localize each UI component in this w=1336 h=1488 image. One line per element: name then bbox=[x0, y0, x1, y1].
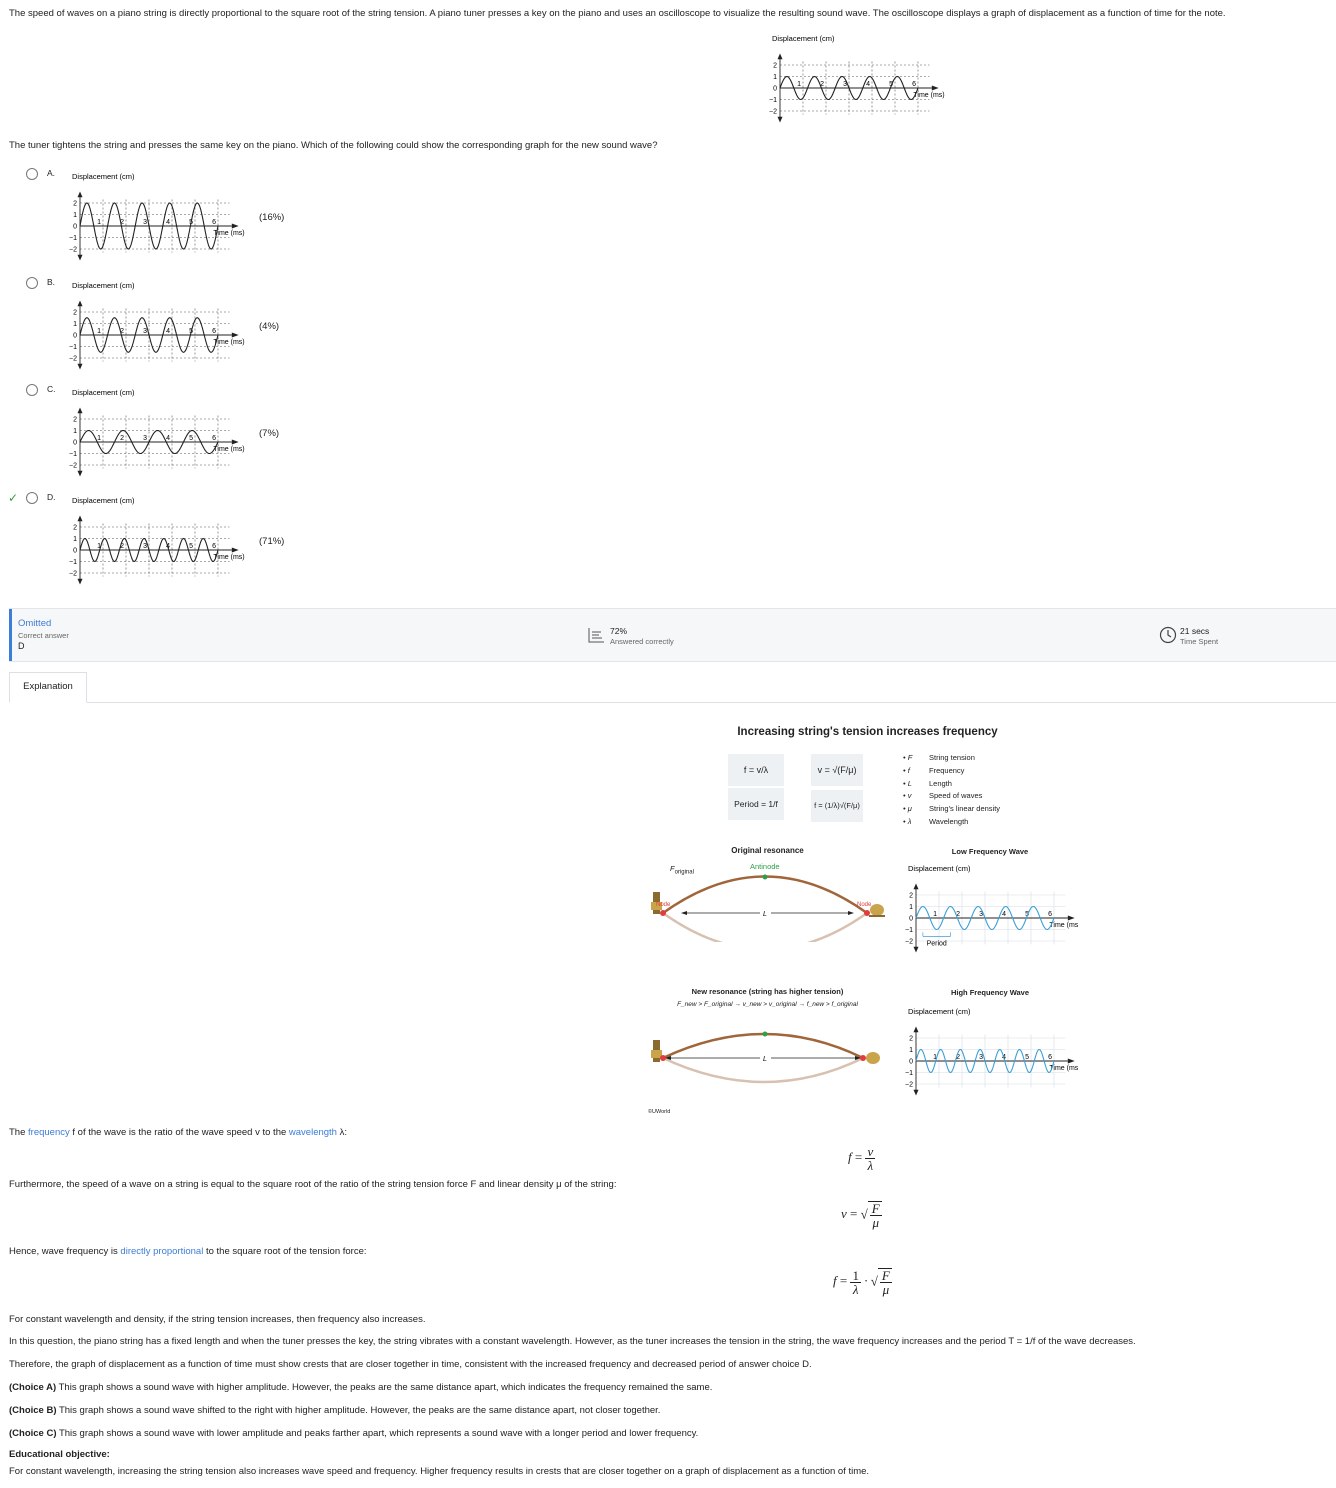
formula-v-eq: v = √ $\frac{F}{\mu}$ bbox=[841, 1201, 880, 1230]
new-length-label: L bbox=[763, 1056, 767, 1063]
new-string-diagram bbox=[645, 1018, 890, 1090]
explanation-tabbar bbox=[9, 672, 1336, 703]
x-tick-label: 3 bbox=[143, 219, 147, 226]
x-axis-title: Time (ms) bbox=[1049, 922, 1078, 929]
y-axis-arrow-down bbox=[78, 255, 83, 261]
f-original-sub: original bbox=[674, 869, 694, 876]
x-tick-label: 2 bbox=[820, 81, 824, 88]
y-tick-label: −2 bbox=[69, 570, 77, 578]
y-axis-title: Displacement (cm) bbox=[72, 281, 135, 290]
legend-desc: Length bbox=[929, 778, 952, 788]
original-resonance-title: Original resonance bbox=[731, 846, 804, 855]
correct-check-icon: ✓ bbox=[8, 491, 19, 505]
choice-c-radio[interactable] bbox=[26, 384, 38, 396]
x-tick-label: 5 bbox=[189, 435, 193, 442]
y-axis-arrow-down bbox=[78, 364, 83, 370]
choice-d-letter: D. bbox=[47, 492, 56, 502]
x-tick-label: 1 bbox=[97, 543, 101, 550]
x-tick-label: 3 bbox=[979, 1054, 983, 1061]
choice-c-letter: C. bbox=[47, 384, 56, 394]
y-axis-arrow-up bbox=[78, 192, 83, 198]
x-axis-arrow bbox=[232, 440, 239, 445]
y-tick-label: 2 bbox=[773, 62, 777, 70]
percent-correct-label: Answered correctly bbox=[610, 637, 674, 646]
y-axis-arrow-up bbox=[914, 884, 919, 890]
question-prompt: The tuner tightens the string and presses the same key on the piano. Which of the following could show the corresponding graph for the new sound wave? bbox=[9, 140, 658, 151]
y-tick-label: 1 bbox=[73, 536, 77, 543]
y-tick-label: −2 bbox=[69, 246, 77, 254]
y-axis-arrow-up bbox=[78, 301, 83, 307]
new-resonance-title: New resonance (string has higher tension) bbox=[691, 987, 844, 996]
legend-item bbox=[903, 778, 1000, 791]
explanation-choice-b: (Choice B) This graph shows a sound wave shifted to the right with higher amplitude. However, the peaks are the same distance apart, not closer together. bbox=[9, 1405, 661, 1416]
original-string-diagram bbox=[645, 870, 890, 942]
formula-f: f = v/λ bbox=[743, 765, 769, 775]
formula-card-f bbox=[728, 754, 784, 786]
formula-f-combined-eq: f = $\frac{1}{\lambda}$ · √ $\frac{F}{\mu}$ bbox=[833, 1267, 890, 1297]
x-tick-label: 1 bbox=[933, 911, 937, 918]
y-tick-label: 0 bbox=[73, 439, 77, 447]
y-axis-arrow-up bbox=[914, 1027, 919, 1033]
objective-label: Educational objective: bbox=[9, 1449, 110, 1460]
correct-answer-label: Correct answer bbox=[18, 631, 69, 640]
formula-v: v = √(F/μ) bbox=[817, 765, 857, 775]
y-tick-label: 0 bbox=[73, 332, 77, 340]
stem-displacement-graph bbox=[762, 32, 972, 128]
x-tick-label: 5 bbox=[189, 328, 193, 335]
formula-combined: f = (1/λ)√(F/μ) bbox=[814, 801, 860, 810]
formula-card-combined bbox=[811, 790, 863, 822]
y-tick-label: −2 bbox=[69, 462, 77, 470]
x-tick-label: 6 bbox=[212, 328, 216, 335]
x-tick-label: 3 bbox=[143, 435, 147, 442]
legend-desc: Wavelength bbox=[929, 816, 969, 826]
legend-item bbox=[903, 752, 1000, 765]
legend-item bbox=[903, 790, 1000, 803]
x-tick-label: 5 bbox=[1025, 911, 1029, 918]
choice-b-graph bbox=[62, 279, 257, 375]
y-tick-label: 2 bbox=[73, 200, 77, 208]
y-axis-arrow-down bbox=[778, 117, 783, 123]
choice-a-letter: A. bbox=[47, 168, 56, 178]
y-axis-title: Displacement (cm) bbox=[72, 388, 135, 397]
legend-symbol: • f bbox=[903, 765, 910, 775]
y-tick-label: −1 bbox=[905, 1070, 913, 1077]
x-tick-label: 5 bbox=[189, 543, 193, 550]
legend-item bbox=[903, 803, 1000, 816]
x-tick-label: 5 bbox=[889, 81, 893, 88]
x-tick-label: 2 bbox=[120, 219, 124, 226]
x-tick-label: 1 bbox=[97, 219, 101, 226]
x-tick-label: 4 bbox=[166, 219, 170, 226]
y-tick-label: 1 bbox=[909, 1047, 913, 1054]
choice-b[interactable] bbox=[0, 277, 400, 382]
y-tick-label: 0 bbox=[73, 547, 77, 555]
x-axis-title: Time (ms) bbox=[1049, 1065, 1078, 1072]
explanation-p3: Hence, wave frequency is directly proportional to the square root of the tension force: bbox=[9, 1246, 367, 1257]
explanation-p4: For constant wavelength and density, if the string tension increases, then frequency also increases. bbox=[9, 1314, 426, 1325]
copyright: ©UWorld bbox=[648, 1109, 671, 1115]
wavelength-link[interactable]: wavelength bbox=[288, 1127, 337, 1138]
y-tick-label: −1 bbox=[69, 451, 77, 458]
x-tick-label: 6 bbox=[212, 543, 216, 550]
choice-a[interactable] bbox=[0, 168, 400, 273]
y-axis-title: Displacement (cm) bbox=[72, 496, 135, 505]
directly-proportional-link[interactable]: directly proportional bbox=[120, 1246, 204, 1257]
y-axis-title: Displacement (cm) bbox=[72, 172, 135, 181]
y-axis-arrow-down bbox=[78, 579, 83, 585]
explanation-p1: The frequency f of the wave is the ratio of the wave speed v to the wavelength λ: bbox=[9, 1127, 347, 1138]
x-tick-label: 1 bbox=[933, 1054, 937, 1061]
choice-c-graph bbox=[62, 386, 257, 482]
percent-correct: 72% bbox=[610, 626, 628, 636]
x-tick-label: 6 bbox=[1048, 1054, 1052, 1061]
y-tick-label: 1 bbox=[909, 904, 913, 911]
legend-symbol: • v bbox=[903, 791, 912, 801]
y-tick-label: −2 bbox=[769, 108, 777, 116]
legend-symbol: • λ bbox=[903, 816, 912, 826]
node-right-label: Node bbox=[857, 902, 872, 908]
question-stem: The speed of waves on a piano string is directly proportional to the square root of the string tension. A piano tuner presses a key on the piano and uses an oscilloscope to visualize the resulting sound wave. The oscilloscope displays a graph of displacement as a function of time for the note. bbox=[9, 8, 1226, 19]
choice-b-radio[interactable] bbox=[26, 277, 38, 289]
legend-symbol: • L bbox=[903, 778, 912, 788]
choice-d-radio[interactable] bbox=[26, 492, 38, 504]
formula-card-period bbox=[728, 788, 784, 820]
x-tick-label: 1 bbox=[97, 435, 101, 442]
y-tick-label: −1 bbox=[769, 97, 777, 104]
x-tick-label: 4 bbox=[166, 543, 170, 550]
time-spent-label: Time Spent bbox=[1180, 637, 1219, 646]
new-relation: F_new > F_original → v_new > v_original → f_new > f_original bbox=[677, 1001, 858, 1008]
node-left-label: Node bbox=[656, 902, 671, 908]
explanation-p2: Furthermore, the speed of a wave on a string is equal to the square root of the ratio of the string tension force F and linear density μ of the string: bbox=[9, 1179, 617, 1190]
y-tick-label: 0 bbox=[73, 223, 77, 231]
correct-answer-value: D bbox=[18, 641, 25, 651]
explanation-figure bbox=[640, 720, 1080, 1120]
choice-c[interactable] bbox=[0, 384, 400, 489]
x-tick-label: 2 bbox=[120, 543, 124, 550]
y-tick-label: −1 bbox=[69, 559, 77, 566]
x-tick-label: 6 bbox=[912, 81, 916, 88]
f-original-symbol: F bbox=[670, 864, 675, 873]
y-tick-label: 2 bbox=[909, 1035, 913, 1043]
formula-card-v bbox=[811, 754, 863, 786]
y-tick-label: 0 bbox=[909, 1058, 913, 1066]
y-axis-arrow-down bbox=[914, 1090, 919, 1096]
x-tick-label: 2 bbox=[120, 435, 124, 442]
legend-symbol: • μ bbox=[903, 804, 912, 814]
y-tick-label: 2 bbox=[73, 309, 77, 317]
y-axis-arrow-up bbox=[78, 516, 83, 522]
choice-c-percent: (7%) bbox=[259, 428, 280, 439]
status-accent bbox=[9, 609, 12, 661]
choice-b-percent: (4%) bbox=[259, 321, 280, 332]
y-tick-label: −2 bbox=[905, 938, 913, 946]
x-tick-label: 3 bbox=[143, 328, 147, 335]
explanation-choice-c: (Choice C) This graph shows a sound wave with lower amplitude and peaks farther apart, which represents a sound wave with a longer period and lower frequency. bbox=[9, 1428, 699, 1439]
x-tick-label: 4 bbox=[1002, 911, 1006, 918]
figure-title: Increasing string's tension increases frequency bbox=[737, 726, 998, 738]
choice-a-graph bbox=[62, 170, 257, 266]
x-tick-label: 2 bbox=[956, 1054, 960, 1061]
y-tick-label: 1 bbox=[773, 74, 777, 81]
legend-item bbox=[903, 765, 1000, 778]
explanation-choice-a: (Choice A) This graph shows a sound wave with higher amplitude. However, the peaks are the same distance apart, which indicates the frequency remained the same. bbox=[9, 1382, 713, 1393]
x-tick-label: 6 bbox=[212, 219, 216, 226]
y-tick-label: −1 bbox=[905, 927, 913, 934]
status-state: Omitted bbox=[18, 618, 52, 629]
x-tick-label: 1 bbox=[797, 81, 801, 88]
choice-a-percent: (16%) bbox=[259, 212, 285, 223]
x-axis-title: Time (ms) bbox=[213, 230, 245, 237]
legend-desc: Frequency bbox=[929, 765, 965, 775]
y-tick-label: 0 bbox=[773, 85, 777, 93]
x-tick-label: 1 bbox=[97, 328, 101, 335]
y-axis-title: Displacement (cm) bbox=[772, 34, 835, 43]
period-label: Period bbox=[926, 940, 947, 948]
x-tick-label: 3 bbox=[143, 543, 147, 550]
y-tick-label: −2 bbox=[69, 355, 77, 363]
high-frequency-title: High Frequency Wave bbox=[950, 988, 1030, 997]
y-tick-label: −2 bbox=[905, 1081, 913, 1089]
x-axis-arrow bbox=[1068, 916, 1075, 921]
x-axis-title: Time (ms) bbox=[213, 446, 245, 453]
y-tick-label: 0 bbox=[909, 915, 913, 923]
legend-symbol: • F bbox=[903, 753, 913, 762]
low-frequency-title: Low Frequency Wave bbox=[951, 847, 1029, 856]
explanation-p5: In this question, the piano string has a fixed length and when the tuner presses the key, the string vibrates with a constant wavelength. However, as the tuner increases the tension in the string, the wave frequency increases and the period T = 1/f of the wave decreases. bbox=[9, 1336, 1136, 1347]
original-length-label: L bbox=[763, 911, 767, 918]
symbol-legend bbox=[903, 752, 1000, 829]
stats-bar-icon bbox=[587, 627, 605, 646]
choice-b-letter: B. bbox=[47, 277, 56, 287]
x-axis-arrow bbox=[232, 548, 239, 553]
formula-f-eq: f = $\frac{v}{\lambda}$ bbox=[848, 1144, 874, 1173]
objective-text: For constant wavelength, increasing the string tension also increases wave speed and frequency. Higher frequency results in crests that are closer together on a graph of displacement as a function of time. bbox=[9, 1466, 870, 1477]
x-axis-arrow bbox=[232, 224, 239, 229]
explanation-p6: Therefore, the graph of displacement as a function of time must show crests that are closer together in time, consistent with the increased frequency and decreased period of answer choice D. bbox=[9, 1359, 812, 1370]
clock-icon bbox=[1159, 626, 1177, 647]
formula-period: Period = 1/f bbox=[734, 799, 778, 809]
y-tick-label: −1 bbox=[69, 344, 77, 351]
x-axis-arrow bbox=[1068, 1059, 1075, 1064]
x-axis-arrow bbox=[232, 333, 239, 338]
x-tick-label: 5 bbox=[1025, 1054, 1029, 1061]
legend-desc: Speed of waves bbox=[929, 791, 983, 801]
x-axis-title: Time (ms) bbox=[213, 554, 245, 561]
frequency-link[interactable]: frequency bbox=[28, 1127, 70, 1138]
y-tick-label: 2 bbox=[73, 416, 77, 424]
y-axis-title: Displacement (cm) bbox=[908, 864, 971, 873]
y-axis-arrow-down bbox=[914, 947, 919, 953]
x-axis-title: Time (ms) bbox=[213, 339, 245, 346]
x-tick-label: 4 bbox=[166, 435, 170, 442]
x-tick-label: 3 bbox=[979, 911, 983, 918]
x-tick-label: 4 bbox=[1002, 1054, 1006, 1061]
antinode-label: Antinode bbox=[750, 862, 780, 871]
y-tick-label: −1 bbox=[69, 235, 77, 242]
stem-graph bbox=[762, 32, 972, 131]
legend-desc: String tension bbox=[929, 753, 975, 762]
y-tick-label: 1 bbox=[73, 428, 77, 435]
x-tick-label: 3 bbox=[843, 81, 847, 88]
y-tick-label: 2 bbox=[73, 524, 77, 532]
y-axis-arrow-up bbox=[778, 54, 783, 60]
choice-d[interactable] bbox=[0, 492, 400, 597]
legend-desc: String's linear density bbox=[929, 804, 1001, 814]
tab-explanation[interactable]: Explanation bbox=[9, 672, 87, 703]
y-axis-arrow-down bbox=[78, 471, 83, 477]
choice-d-percent: (71%) bbox=[259, 536, 285, 547]
x-tick-label: 2 bbox=[956, 911, 960, 918]
x-axis-title: Time (ms) bbox=[913, 92, 945, 99]
time-spent-value: 21 secs bbox=[1180, 626, 1210, 636]
y-tick-label: 1 bbox=[73, 212, 77, 219]
y-tick-label: 1 bbox=[73, 321, 77, 328]
x-axis-arrow bbox=[932, 86, 939, 91]
low-frequency-graph bbox=[898, 862, 1078, 958]
x-tick-label: 5 bbox=[189, 219, 193, 226]
y-axis-arrow-up bbox=[78, 408, 83, 414]
x-tick-label: 4 bbox=[166, 328, 170, 335]
x-tick-label: 2 bbox=[120, 328, 124, 335]
y-tick-label: 2 bbox=[909, 892, 913, 900]
x-tick-label: 6 bbox=[1048, 911, 1052, 918]
legend-item bbox=[903, 816, 1000, 829]
choice-d-graph bbox=[62, 494, 257, 590]
answer-status-bar bbox=[9, 608, 1336, 662]
x-tick-label: 6 bbox=[212, 435, 216, 442]
high-frequency-graph bbox=[898, 1005, 1078, 1101]
choice-a-radio[interactable] bbox=[26, 168, 38, 180]
y-axis-title: Displacement (cm) bbox=[908, 1007, 971, 1016]
x-tick-label: 4 bbox=[866, 81, 870, 88]
